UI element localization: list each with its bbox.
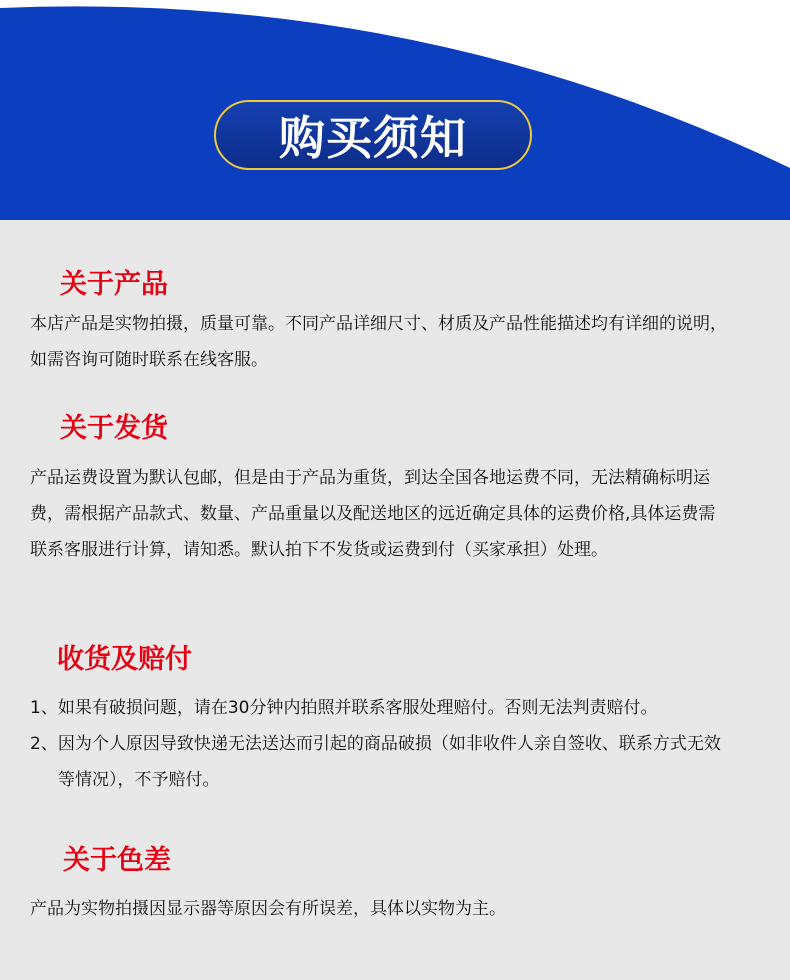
section-title-color: 关于色差 [63, 845, 171, 876]
section-body-shipping: 产品运费设置为默认包邮，但是由于产品为重货，到达全国各地运费不同，无法精确标明运费，需根据产品款式、数量、产品重量以及配送地区的远近确定具体的运费价格,具体运费需联系客服进行计算，请知悉。默认拍下不发货或运费到付（买家承担）处理。 [30, 468, 716, 560]
header-banner [0, 0, 790, 220]
page-title: 购买须知 [214, 100, 532, 170]
section-title-receipt: 收货及赔付 [57, 644, 192, 675]
section-body-product: 本店产品是实物拍摄，质量可靠。不同产品详细尺寸、材质及产品性能描述均有详细的说明，如需咨询可随时联系在线客服。 [30, 314, 727, 370]
list-item: 2、因为个人原因导致快递无法送达而引起的商品破损（如非收件人亲自签收、联系方式无效等情况），不予赔付。 [30, 734, 721, 790]
section-body-color: 产品为实物拍摄因显示器等原因会有所误差，具体以实物为主。 [30, 899, 506, 919]
section-title-shipping: 关于发货 [60, 413, 168, 444]
section-title-product: 关于产品 [60, 269, 168, 300]
list-item: 1、如果有破损问题，请在30分钟内拍照并联系客服处理赔付。否则无法判责赔付。 [30, 698, 658, 718]
